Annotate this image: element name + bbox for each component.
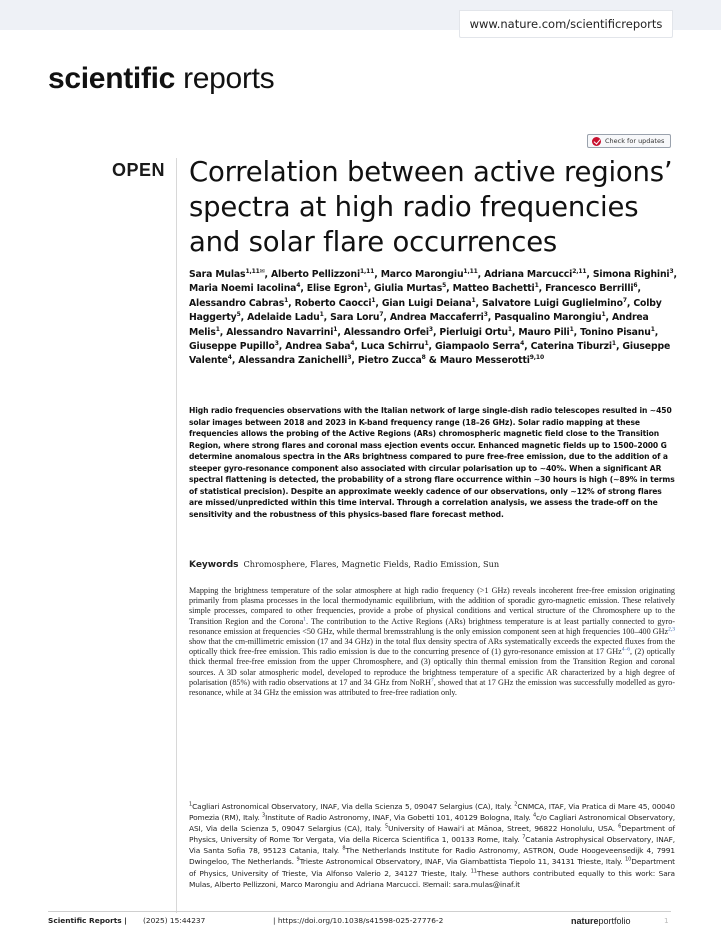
affiliation-text: c/o Cagliari Astronomical Observatory, ASI, Via della Scienza 5, 09047 Selargius (CA), Italy. <box>189 813 675 834</box>
author-affiliation-ref: 4 <box>296 282 301 290</box>
author-affiliation-ref: 1 <box>471 296 476 304</box>
author-name[interactable]: Alessandro Navarrini <box>226 326 334 338</box>
author-name[interactable]: Alessandro Orfei <box>343 326 429 338</box>
affiliation-number: 11 <box>470 868 477 875</box>
affiliation-number: 3 <box>262 812 266 819</box>
author-name[interactable]: Luca Schirru <box>360 341 425 353</box>
author-affiliation-ref: 1 <box>215 325 220 333</box>
author-name[interactable]: Giuseppe Valente <box>189 341 671 367</box>
author-name[interactable]: Tonino Pisanu <box>580 326 651 338</box>
author-affiliation-ref: 1,11 <box>360 267 375 275</box>
author-affiliation-ref: 4 <box>520 339 525 347</box>
affiliation-text: Cagliari Astronomical Observatory, INAF, Via della Scienza 5, 09047 Selargius (CA), Italy. <box>192 802 515 811</box>
author-affiliation-ref: 5 <box>442 282 447 290</box>
affiliation-text: Institute of Radio Astronomy, INAF, Via Gobetti 101, 40129 Bologna, Italy. <box>265 813 533 823</box>
author-name[interactable]: Alessandra Zanichelli <box>238 355 348 367</box>
body-paragraph <box>189 586 675 698</box>
citation-ref[interactable]: 7 <box>430 677 434 684</box>
keywords <box>189 559 675 570</box>
check-for-updates-label: Check for updates <box>605 137 665 145</box>
author-name[interactable]: Salvatore Luigi Guglielmino <box>481 297 623 309</box>
author-affiliation-ref: 1 <box>319 311 324 319</box>
footer-citation: (2025) 15:44237 <box>143 916 206 925</box>
author-name[interactable]: Pierluigi Ortu <box>439 326 508 338</box>
logo-bold: scientific <box>48 62 176 95</box>
keywords-label: Keywords <box>189 560 239 570</box>
author-affiliation-ref: 1 <box>611 339 616 347</box>
author-affiliation-ref: 1 <box>569 325 574 333</box>
author-name[interactable]: Colby Haggerty <box>189 297 662 324</box>
author-affiliation-ref: 4 <box>227 354 232 362</box>
author-affiliation-ref: 1,11 <box>463 267 478 275</box>
affiliation-number: 5 <box>385 823 389 830</box>
body-text-part: . The contribution to the Active Regions (ARs) brightness temperature is at least partially connected to gyro-resonance emission at frequencies <50 GHz, while thermal bremsstrahlung is the only emission component seen at high frequencies 100–400 GHz <box>189 616 675 636</box>
affiliation-text: University of Hawai‘i at Mānoa, Street, 96822 Honolulu, USA. <box>388 824 619 834</box>
affiliation-text: Department of Physics, University of Trieste, Via Alfonso Valerio 2, 34127 Trieste, Italy. <box>189 857 675 878</box>
author-name[interactable]: Gian Luigi Deiana <box>381 297 472 309</box>
footer-journal: Scientific Reports | <box>48 916 127 925</box>
author-name[interactable]: Alberto Pellizzoni <box>271 269 360 280</box>
author-affiliation-ref: 7 <box>622 296 627 304</box>
affiliation-number: 4 <box>532 812 537 819</box>
author-name[interactable]: Adelaide Ladu <box>247 312 320 324</box>
citation-ref[interactable]: 1 <box>303 615 307 622</box>
author-name[interactable]: Sara Mulas <box>189 269 246 280</box>
keywords-values: Chromosphere, Flares, Magnetic Fields, Radio Emission, Sun <box>243 559 500 569</box>
affiliation-text: These authors contributed equally to this work: Sara Mulas, Alberto Pellizzoni, Marco Marongiu and Adriana Marcucci. <box>189 868 675 889</box>
affiliation-number: 1 <box>189 801 193 808</box>
author-affiliation-ref: 1,11✉ <box>245 267 265 275</box>
author-name[interactable]: Pietro Zucca <box>357 355 422 367</box>
author-affiliation-ref: 7 <box>379 311 384 319</box>
author-name[interactable]: Elise Egron <box>306 283 364 295</box>
check-for-updates-button[interactable] <box>587 134 671 148</box>
affiliation-text: Department of Physics, University of Rome Tor Vergata, Via della Ricerca Scientifica 1, 00133 Rome, Italy. <box>189 824 675 845</box>
affiliation-text: CNMCA, ITAF, Via Pratica di Mare 45, 00040 Pomezia (RM), Italy. <box>189 802 675 823</box>
abstract: High radio frequencies observations with the Italian network of large single-dish radio telescopes resulted in ∼450 solar images between 2018 and 2023 in K-band frequency range (18–26 GHz). Solar radio mapping at these frequencies allows the probing of the Active Regions (ARs) chromospheric magnetic field close to the Transition Region, where strong flares and coronal mass ejection events occur. Enhanced magnetic fields up to 1500–2000 G determine anomalous spectra in the ARs brightness compared to pure free-free emission, due to the addition of a steeper gyro-resonance component also associated with circular polarisation up to ∼40%. When a significant AR spectral flattening is detected, the probability of a strong flare occurrence within ∼30 hours is high (∼89% in terms of statistical precision). Despite an approximate weekly cadence of our observations, only ∼12% of strong flares are missed/unpredicted within this time interval. Through a correlation analysis, we assess the trade-off on the sensitivity and the robustness of this physics-based flare forecast method. <box>189 406 675 519</box>
author-name[interactable]: Roberto Caocci <box>294 297 372 309</box>
affiliation-text: Trieste Astronomical Observatory, INAF, Via Giambattista Tiepolo 11, 34131 Trieste, Italy. <box>299 857 626 867</box>
author-name[interactable]: Simona Righini <box>592 269 670 280</box>
affiliations <box>189 801 675 890</box>
column-divider <box>176 158 177 913</box>
author-affiliation-ref: 4 <box>350 339 355 347</box>
author-affiliation-ref: 3 <box>428 325 433 333</box>
author-affiliation-ref: 1 <box>363 282 368 290</box>
author-name[interactable]: Giulia Murtas <box>374 283 443 295</box>
affiliation-text: The Netherlands Institute for Radio Astronomy, ASTRON, Oude Hoogeveensedijk 4, 7991 Dwingeloo, The Netherlands. <box>189 846 675 867</box>
citation-ref[interactable]: 4–6 <box>621 646 631 653</box>
author-name[interactable]: Francesco Berrilli <box>545 283 634 295</box>
journal-url-tab[interactable]: www.nature.com/scientificreports <box>459 10 673 38</box>
affiliation-number: 10 <box>625 857 632 863</box>
body-text-part: , showed that at 17 GHz the emission was successfully modelled as gyro-resonance, while at 34 GHz the emission was attributed to free-free radiation only. <box>189 677 675 698</box>
author-name[interactable]: Giampaolo Serra <box>434 341 521 353</box>
author-affiliation-ref: 1 <box>371 296 376 304</box>
author-affiliation-ref: 5 <box>236 311 241 319</box>
author-name[interactable]: Andrea Melis <box>189 312 649 338</box>
author-affiliation-ref: 3 <box>669 267 674 275</box>
affiliation-number: 8 <box>342 845 346 852</box>
author-affiliation-ref: 2,11 <box>572 267 587 275</box>
author-affiliation-ref: 3 <box>483 311 488 319</box>
article-title: Correlation between active regions’ spectra at high radio frequencies and solar flare occurrences <box>189 156 673 258</box>
body-text-part: Mapping the brightness temperature of the solar atmosphere at high radio frequency (>1 GHz) reveals incoherent free-free emission originating primarily from plasma processes in the local thermodynamic equilibrium, with the addition of sporadic gyro-magnetic emission. These relatively simple processes, compared to other frequencies, provide a probe of physical conditions and vertical structure of the Chromosphere up to the Transition Region and the Corona <box>189 586 675 626</box>
footer-divider <box>48 911 671 912</box>
author-name[interactable]: Sara Loru <box>330 312 380 324</box>
author-name[interactable]: Mauro Pili <box>518 326 570 338</box>
check-icon <box>592 137 601 146</box>
publisher-bold: nature <box>571 916 599 926</box>
author-name[interactable]: Alessandro Cabras <box>189 297 285 309</box>
author-affiliation-ref: 3 <box>347 354 352 362</box>
page-number: 1 <box>664 916 669 925</box>
author-affiliation-ref: 1 <box>284 296 289 304</box>
citation-ref[interactable]: 2,3 <box>668 626 675 633</box>
footer-doi-link[interactable]: | https://doi.org/10.1038/s41598-025-27776-2 <box>273 916 444 925</box>
author-name[interactable]: Maria Noemi Iacolina <box>189 283 297 295</box>
author-affiliation-ref: 8 <box>421 354 426 362</box>
journal-logo[interactable] <box>48 62 274 96</box>
author-name[interactable]: Pasqualino Marongiu <box>494 312 602 324</box>
author-name[interactable]: Mauro Messerotti <box>439 355 530 367</box>
author-name[interactable]: Marco Marongiu <box>380 269 464 280</box>
affiliation-number: 9 <box>296 857 300 863</box>
affiliation-text: Catania Astrophysical Observatory, INAF, Via Santa Sofia 78, 95123 Catania, Italy. <box>189 835 676 856</box>
author-affiliation-ref: 1 <box>333 325 338 333</box>
body-text-part: , (2) optically thick thermal free-free emission from the upper Chromosphere, and (3) optically thin thermal emission from the Transition Region and coronal sources. A 3D solar atmospheric model, developed to reproduce the brightness temperature of a specific AR characterized by a high degree of polarisation (85%) with radio observations at 17 and 34 GHz from NoRH <box>189 647 675 687</box>
author-affiliation-ref: 9,10 <box>529 354 544 362</box>
body-text-part: show that the cm-millimetric emission (17 and 34 GHz) in the total flux density spectra of ARs systematically exceeds the expected fluxes from the optically thick free-free emission. This radio emission is due to the concurring presence of (1) gyro-resonance emission at 17 GHz <box>189 637 675 657</box>
author-name[interactable]: Adriana Marcucci <box>484 269 573 280</box>
author-affiliation-ref: 3 <box>274 339 279 347</box>
publisher-light: portfolio <box>598 916 631 926</box>
publisher-logo <box>571 916 631 926</box>
author-affiliation-ref: 1 <box>507 325 512 333</box>
author-email[interactable]: ✉email: sara.mulas@inaf.it <box>422 879 520 889</box>
author-name[interactable]: Giuseppe Pupillo <box>189 341 275 353</box>
open-access-label: OPEN <box>112 160 166 180</box>
author-name[interactable]: Andrea Saba <box>285 341 351 353</box>
author-affiliation-ref: 1 <box>601 311 606 319</box>
logo-light: reports <box>175 62 275 95</box>
author-affiliation-ref: 1 <box>534 282 539 290</box>
author-affiliation-ref: 1 <box>650 325 655 333</box>
author-name[interactable]: Caterina Tiburzi <box>530 341 612 353</box>
affiliation-number: 6 <box>618 823 622 830</box>
author-affiliation-ref: 1 <box>424 339 429 347</box>
author-affiliation-ref: 6 <box>633 282 638 290</box>
affiliation-number: 2 <box>514 801 518 808</box>
author-name[interactable]: Andrea Maccaferri <box>389 312 484 324</box>
author-name[interactable]: Matteo Bachetti <box>452 283 535 295</box>
author-list: Sara Mulas$^{1,11✉}$, Alberto Pellizzoni$^{1,11}$, Marco Marongiu$^{1,11}$, Adriana Marcucci$^{2,11}$, Simona Righini$^3$, Maria Noemi Iacolina$^4$, Elise Egron$^1$, Giulia Murtas$^5$, Matteo Bachetti$^1$, Francesco Berrilli$^6$, Alessandro Cabras$^1$, Roberto Caocci$^1$, Gian Luigi Deiana$^1$, Salvatore Luigi Guglielmino$^7$, Colby Haggerty$^5$, Adelaide Ladu$^1$, Sara Loru$^7$, Andrea Maccaferri$^3$, Pasqualino Marongiu$^1$, Andrea Melis$^1$, Alessandro Navarrini$^1$, Alessandro Orfei$^3$, Pierluigi Ortu$^1$, Mauro Pili$^1$, Tonino Pisanu$^1$, Giuseppe Pupillo$^3$, Andrea Saba$^4$, Luca Schirru$^1$, Giampaolo Serra$^4$, Caterina Tiburzi$^1$, Giuseppe Valente$^4$, Alessandra Zanichelli$^3$, Pietro Zucca$^8$ & Mauro Messerotti$^{9,10}$ <box>189 267 677 367</box>
affiliation-number: 7 <box>522 834 526 841</box>
